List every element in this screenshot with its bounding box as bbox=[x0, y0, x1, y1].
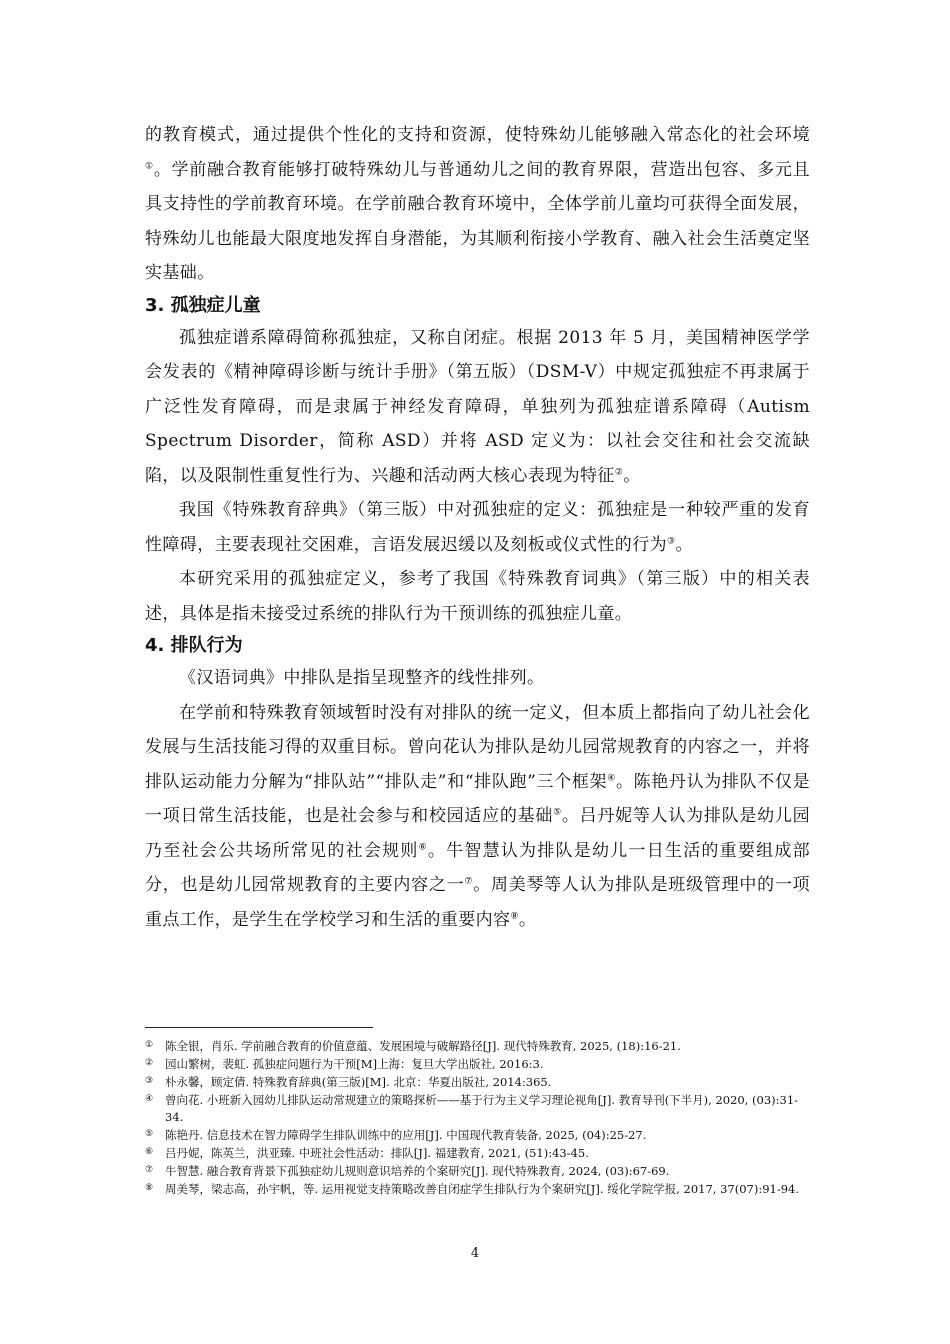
footnote-item bbox=[145, 1127, 810, 1144]
text-run: 在学前和特殊教育领域暂时没有对排队的统一定义，但本质上都指向了幼儿社会化发展与生活技能习得的双重目标。曾向花认为排队是幼儿园常规教育的内容之一，并将排队运动能力分解为“排队站”“排队走”和“排队跑”三个框架 bbox=[145, 702, 810, 792]
footnote-ref[interactable]: ① bbox=[145, 160, 154, 171]
footnote-ref[interactable]: ⑦ bbox=[464, 876, 474, 887]
footnote-ref[interactable]: ⑥ bbox=[418, 841, 428, 852]
text-run: 我国《特殊教育辞典》（第三版）中对孤独症的定义：孤独症是一种较严重的发育性障碍，主要表现社交困难，言语发展迟缓以及刻板或仪式性的行为 bbox=[145, 500, 810, 555]
footnote-item bbox=[145, 1163, 810, 1180]
footnote-ref[interactable]: ⑧ bbox=[510, 910, 519, 921]
text-run: 。吕丹妮等人认为排队是幼儿园乃至社会公共场所常见的社会规则 bbox=[145, 806, 810, 861]
footnote-text: 周美琴，梁志高，孙宇帆，等. 运用视觉支持策略改善自闭症学生排队行为个案研究[J]. 绥化学院学报, 2017, 37(07):91-94. bbox=[165, 1182, 800, 1196]
body-text bbox=[145, 118, 810, 937]
text-run: 的教育模式，通过提供个性化的支持和资源，使特殊幼儿能够融入常态化的社会环境 bbox=[145, 125, 810, 145]
footnote-text: 园山繁树，裴虹. 孤独症问题行为干预[M]上海：复旦大学出版社, 2016:3. bbox=[165, 1057, 544, 1071]
footnote-ref[interactable]: ④ bbox=[607, 772, 616, 783]
text-run: 。 bbox=[518, 909, 537, 930]
footnotes bbox=[145, 1038, 810, 1199]
footnote-item bbox=[145, 1056, 810, 1073]
footnote-item bbox=[145, 1092, 810, 1126]
paragraph bbox=[145, 321, 810, 494]
text-run: 。牛智慧认为排队是幼儿一日生活的重要组成部分，也是幼儿园常规教育的主要内容之一 bbox=[145, 840, 811, 895]
footnote-text: 陈艳丹. 信息技术在智力障碍学生排队训练中的应用[J]. 中国现代教育装备, 2025, (04):25-27. bbox=[165, 1128, 647, 1142]
footnote-item bbox=[145, 1181, 810, 1198]
text-run: 。陈艳丹认为排队不仅是一项日常生活技能，也是社会参与和校园适应的基础 bbox=[145, 771, 810, 826]
footnote-text: 牛智慧. 融合教育背景下孤独症幼儿规则意识培养的个案研究[J]. 现代特殊教育, 2024, (03):67-69. bbox=[165, 1164, 670, 1178]
paragraph bbox=[145, 493, 810, 562]
footnote-mark: ② bbox=[145, 1058, 154, 1068]
footnote-ref[interactable]: ⑤ bbox=[553, 807, 562, 818]
footnote-text: 吕丹妮，陈英兰，洪亚臻. 中班社会性活动：排队[J]. 福建教育, 2021, (51):43-45. bbox=[165, 1146, 589, 1160]
footnote-mark: ⑤ bbox=[145, 1129, 154, 1139]
footnote-mark: ⑥ bbox=[145, 1147, 154, 1157]
footnote-item bbox=[145, 1145, 810, 1162]
footnote-mark: ⑧ bbox=[145, 1183, 154, 1193]
paragraph: 《汉语词典》中排队是指呈现整齐的线性排列。 bbox=[179, 668, 545, 688]
footnote-separator bbox=[145, 1027, 373, 1028]
footnote-item bbox=[145, 1038, 810, 1055]
paragraph-intro bbox=[145, 118, 810, 291]
page-number: 4 bbox=[470, 1246, 480, 1261]
text-run: 。学前融合教育能够打破特殊幼儿与普通幼儿之间的教育界限，营造出包容、多元且具支持性的学前教育环境。在学前融合教育环境中，全体学前儿童均可获得全面发展，特殊幼儿也能最大限度地发挥自身潜能，为其顺利衔接小学教育、融入社会生活奠定坚实基础。 bbox=[145, 159, 810, 283]
footnote-item bbox=[145, 1074, 810, 1091]
footnote-text: 朴永馨，顾定倩. 特殊教育辞典(第三版)[M]. 北京：华夏出版社, 2014:365. bbox=[165, 1075, 552, 1089]
footnote-mark: ④ bbox=[145, 1094, 154, 1104]
paragraph: 本研究采用的孤独症定义，参考了我国《特殊教育词典》（第三版）中的相关表述，具体是指未接受过系统的排队行为干预训练的孤独症儿童。 bbox=[145, 569, 810, 624]
footnote-mark: ① bbox=[145, 1040, 154, 1050]
text-run: 。周美琴等人认为排队是班级管理中的一项重点工作，是学生在学校学习和生活的重要内容 bbox=[145, 875, 810, 930]
text-run: 孤独症谱系障碍简称孤独症，又称自闭症。根据 2013 年 5 月，美国精神医学学会发表的《精神障碍诊断与统计手册》（第五版）（DSM-V）中规定孤独症不再隶属于广泛性发育障碍，而是隶属于神经发育障碍，单独列为孤独症谱系障碍（Autism Spectrum Disorder，简称 ASD）并将 ASD 定义为：以社会交往和社会交流缺陷，以及限制性重复性行为、兴趣和活动两大核心表现为特征 bbox=[145, 327, 810, 486]
section-heading-3: 3. 孤独症儿童 bbox=[145, 294, 261, 316]
footnote-mark: ⑦ bbox=[145, 1165, 154, 1175]
footnote-ref[interactable]: ② bbox=[614, 466, 624, 477]
footnote-text: 陈全银，肖乐. 学前融合教育的价值意蕴、发展困境与破解路径[J]. 现代特殊教育, 2025, (18):16-21. bbox=[165, 1039, 681, 1053]
text-run: 。 bbox=[623, 465, 641, 486]
footnote-mark: ③ bbox=[145, 1076, 154, 1086]
footnote-text: 曾向花. 小班新入园幼儿排队运动常规建立的策略探析——基于行为主义学习理论视角[J]. 教育导刊(下半月), 2020, (03):31-34. bbox=[165, 1093, 799, 1124]
section-heading-4: 4. 排队行为 bbox=[145, 635, 243, 656]
text-run: 。 bbox=[675, 534, 693, 555]
footnote-ref[interactable]: ③ bbox=[667, 535, 676, 546]
paragraph bbox=[145, 696, 810, 938]
